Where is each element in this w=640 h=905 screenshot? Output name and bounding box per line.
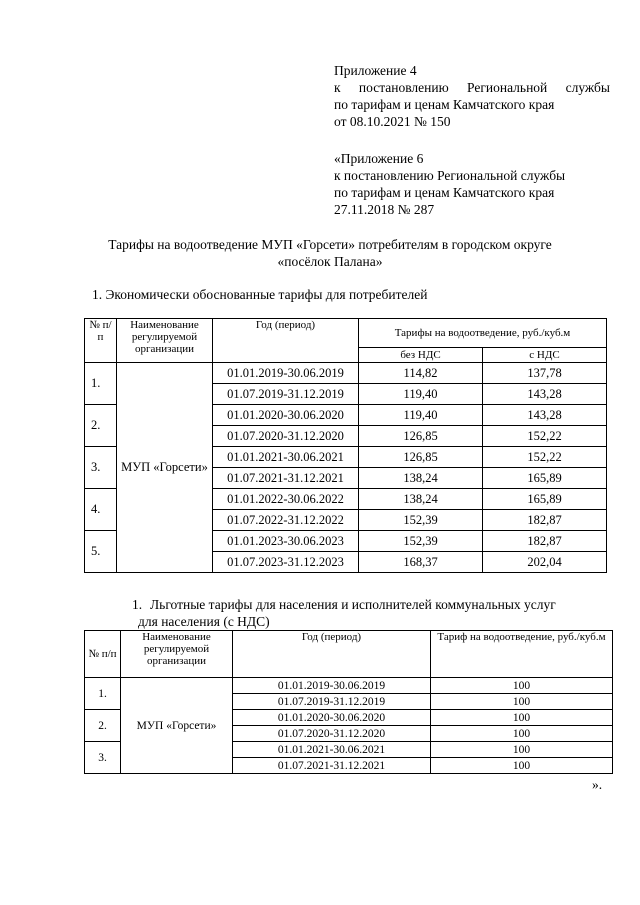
tariff-with-vat-cell: 165,89 <box>483 489 607 510</box>
document-title-line: «посёлок Палана» <box>277 254 383 269</box>
period-cell: 01.07.2019-31.12.2019 <box>213 384 359 405</box>
appendix-4-title: Приложение 4 <box>334 63 417 78</box>
row-number: 5. <box>85 531 117 573</box>
tariff-with-vat-cell: 152,22 <box>483 447 607 468</box>
tariff-with-vat-cell: 143,28 <box>483 384 607 405</box>
column-header-tariff: Тариф на водоотведение, руб./куб.м <box>431 631 613 678</box>
tariff-cell: 100 <box>431 678 613 694</box>
section-1-heading: 1. Экономически обоснованные тарифы для потребителей <box>92 287 428 302</box>
period-cell: 01.01.2023-30.06.2023 <box>213 531 359 552</box>
tariff-cell: 100 <box>431 710 613 726</box>
column-header-organization: Наименование регулируемой организации <box>121 631 233 678</box>
section-2-heading-number: 1. <box>132 597 143 612</box>
column-header-period: Год (период) <box>213 319 359 363</box>
appendix-6-line: по тарифам и ценам Камчатского края <box>334 185 555 200</box>
tariff-cell: 100 <box>431 742 613 758</box>
row-number: 2. <box>85 710 121 742</box>
period-cell: 01.01.2020-30.06.2020 <box>233 710 431 726</box>
tariff-with-vat-cell: 202,04 <box>483 552 607 573</box>
row-number: 3. <box>85 742 121 774</box>
period-cell: 01.07.2022-31.12.2022 <box>213 510 359 531</box>
tariff-no-vat-cell: 126,85 <box>359 447 483 468</box>
period-cell: 01.07.2023-31.12.2023 <box>213 552 359 573</box>
appendix-6-line: к постановлению Региональной службы <box>334 168 566 183</box>
row-number: 3. <box>85 447 117 489</box>
appendix-4-block <box>334 62 610 130</box>
period-cell: 01.07.2020-31.12.2020 <box>213 426 359 447</box>
tariff-no-vat-cell: 119,40 <box>359 405 483 426</box>
organization-name: МУП «Горсети» <box>121 678 233 774</box>
appendix-4-line: к постановлению Региональной службы <box>334 80 610 95</box>
tariff-no-vat-cell: 168,37 <box>359 552 483 573</box>
column-header-with-vat: с НДС <box>483 348 607 363</box>
tariff-with-vat-cell: 143,28 <box>483 405 607 426</box>
tariff-with-vat-cell: 152,22 <box>483 426 607 447</box>
table-row <box>85 363 607 384</box>
tariff-cell: 100 <box>431 694 613 710</box>
tariff-with-vat-cell: 165,89 <box>483 468 607 489</box>
tariff-no-vat-cell: 152,39 <box>359 531 483 552</box>
column-header-organization: Наименование регулируемой организации <box>117 319 213 363</box>
period-cell: 01.01.2019-30.06.2019 <box>213 363 359 384</box>
tariff-cell: 100 <box>431 726 613 742</box>
preferential-tariffs-table <box>84 630 613 774</box>
column-header-number: № п/п <box>85 319 117 363</box>
period-cell: 01.01.2020-30.06.2020 <box>213 405 359 426</box>
document-title <box>60 236 600 270</box>
tariff-no-vat-cell: 138,24 <box>359 468 483 489</box>
appendix-4-date: от 08.10.2021 № 150 <box>334 114 451 129</box>
tariff-cell: 100 <box>431 758 613 774</box>
tariff-no-vat-cell: 138,24 <box>359 489 483 510</box>
section-2-heading: для населения (с НДС) <box>138 614 270 629</box>
period-cell: 01.07.2021-31.12.2021 <box>233 758 431 774</box>
section-2-heading: Льготные тарифы для населения и исполнителей коммунальных услуг <box>150 597 556 612</box>
period-cell: 01.07.2020-31.12.2020 <box>233 726 431 742</box>
row-number: 1. <box>85 678 121 710</box>
appendix-6-date: 27.11.2018 № 287 <box>334 202 435 217</box>
appendix-6-block <box>334 150 610 218</box>
row-number: 1. <box>85 363 117 405</box>
column-header-tariffs: Тарифы на водоотведение, руб./куб.м <box>359 319 607 348</box>
economic-tariffs-table <box>84 318 607 573</box>
tariff-with-vat-cell: 182,87 <box>483 531 607 552</box>
tariff-with-vat-cell: 137,78 <box>483 363 607 384</box>
tariff-no-vat-cell: 152,39 <box>359 510 483 531</box>
tariff-no-vat-cell: 114,82 <box>359 363 483 384</box>
row-number: 4. <box>85 489 117 531</box>
document-title-line: Тарифы на водоотведение МУП «Горсети» потребителям в городском округе <box>108 237 552 252</box>
column-header-no-vat: без НДС <box>359 348 483 363</box>
period-cell: 01.01.2022-30.06.2022 <box>213 489 359 510</box>
organization-name: МУП «Горсети» <box>117 363 213 573</box>
closing-mark: ». <box>592 777 603 792</box>
appendix-6-title: «Приложение 6 <box>334 151 424 166</box>
period-cell: 01.01.2021-30.06.2021 <box>213 447 359 468</box>
period-cell: 01.01.2019-30.06.2019 <box>233 678 431 694</box>
tariff-no-vat-cell: 126,85 <box>359 426 483 447</box>
tariff-with-vat-cell: 182,87 <box>483 510 607 531</box>
table-row <box>85 678 613 694</box>
row-number: 2. <box>85 405 117 447</box>
tariff-no-vat-cell: 119,40 <box>359 384 483 405</box>
period-cell: 01.07.2021-31.12.2021 <box>213 468 359 489</box>
period-cell: 01.01.2021-30.06.2021 <box>233 742 431 758</box>
period-cell: 01.07.2019-31.12.2019 <box>233 694 431 710</box>
column-header-period: Год (период) <box>233 631 431 678</box>
appendix-4-line: по тарифам и ценам Камчатского края <box>334 97 555 112</box>
column-header-number: № п/п <box>85 631 121 678</box>
